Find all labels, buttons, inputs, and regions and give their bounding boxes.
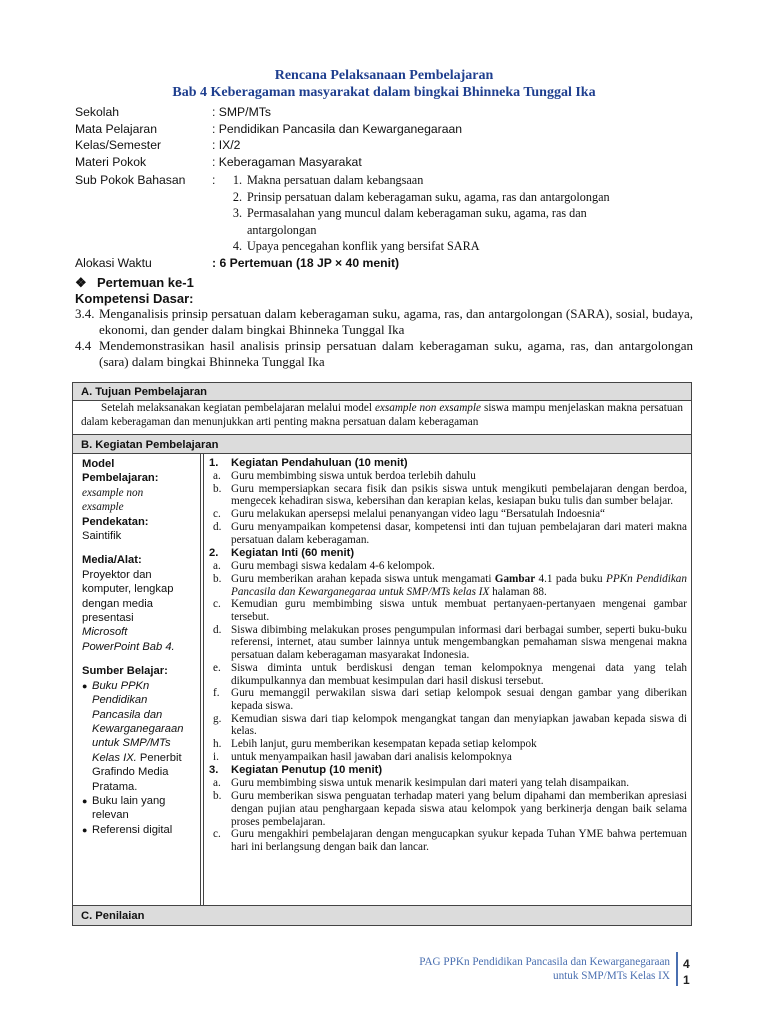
phase-heading: 3. Kegiatan Penutup (10 menit) [209,764,383,777]
kd-number: 3.4. [75,306,95,321]
meta-row-sub [75,172,695,255]
meta-colon: : [212,173,216,187]
media-line: dengan media [82,597,153,610]
meta-value: : Keberagaman Masyarakat [212,154,362,169]
sub-topic-item: antargolongan [247,222,317,237]
kompetensi-title: Kompetensi Dasar: [75,291,194,306]
activity-item: a. Guru membimbing siswa untuk menarik kesimpulan dari materi yang telah disampaikan. [213,777,629,790]
identity-block [75,104,695,271]
activity-item: g. Kemudian siswa dari tiap kelompok mengangkat tangan dan menyiapkan jawaban kepada siswa di kelas. [213,712,687,738]
model-value: exsample non [82,486,144,499]
meta-value: : Pendidikan Pancasila dan Kewarganegaraan [212,121,463,136]
footer-line: untuk SMP/MTs Kelas IX [552,969,670,982]
media-line: PowerPoint Bab 4. [82,640,175,653]
sumber-item: ● Buku lain yang relevan [82,794,166,822]
activity-item: a. Guru membagi siswa kedalam 4-6 kelompok. [213,560,435,573]
activity-item: d. Guru menyampaikan kompetensi dasar, kompetensi inti dan tujuan pembelajaran dari materi makna persatuan dalam keberagaman. [213,520,687,546]
bullet-icon: ● [82,680,88,691]
bullet-icon: ● [82,795,88,806]
activity-item: i. untuk menyampaikan hasil jawaban dari analisis kelompoknya [213,750,512,763]
phase-heading: 2. Kegiatan Inti (60 menit) [209,547,355,560]
page-number: 4 1 [683,957,690,987]
meta-label: Kelas/Semester [75,138,162,152]
meeting-label: Pertemuan ke-1 [97,275,194,290]
sumber-item: ● Referensi digital [82,823,173,836]
meeting-heading [75,275,194,291]
kd-item [75,306,693,337]
meta-value: : IX/2 [212,138,241,152]
kd-number: 4.4 [75,338,92,353]
media-line: Proyektor dan [82,568,152,581]
chapter-title: Bab 4 Keberagaman masyarakat dalam bingkai Bhinneka Tunggal Ika [172,85,596,100]
activity-item: c. Guru mengakhiri pembelajaran dengan mengucapkan syukur kepada Tuhan YME bahwa pertemuan hari ini berlangsung dengan baik dan lancar. [213,828,687,853]
meta-row-kelas [75,137,695,154]
document-title: Rencana Pelaksanaan Pembelajaran [274,68,494,83]
activity-item: h. Lebih lanjut, guru memberikan kesempatan kepada setiap kelompok [213,738,537,751]
kd-item [75,338,693,369]
kd-text: Mendemonstrasikan hasil analisis prinsip persatuan dalam keberagaman suku, agama, ras, dan antargolongan (sara) dalam bingkai Bhinneka Tunggal Ika [99,338,693,369]
footer-line: PAG PPKn Pendidikan Pancasila dan Kewarganegaraan [419,956,670,968]
activity-item: c. Guru melakukan apersepsi melalui penanyangan video lagu “Bersatulah Indoesnia“ [213,508,606,521]
meta-row-mapel [75,121,695,138]
activity-item: e. Siswa diminta untuk berdiskusi dengan teman kelompoknya mengenai data yang telah dikumpulkannya dan membuat kesimpulan dari hasil diskusi tersebut. [213,661,687,687]
meta-label: Mata Pelajaran [75,121,157,136]
tujuan-text: Setelah melaksanakan kegiatan pembelajaran melalui model exsample non exsample siswa mampu menjelaskan makna persatuan dalam keberagaman dan menunjukkan arti penting makna persatuan dalam keberagaman [81,402,683,428]
page-footer [300,956,670,983]
model-column [73,454,201,905]
lesson-table [72,382,692,926]
media-label: Media/Alat: [82,554,142,567]
meta-row-sekolah [75,104,695,121]
activity-item: a. Guru membimbing siswa untuk berdoa terlebih dahulu [213,470,476,482]
pembelajaran-label: Pembelajaran: [82,472,159,485]
meta-row-alokasi [75,255,695,272]
meta-value: : SMP/MTs [212,105,271,119]
sub-topic-item: 4. Upaya pencegahan konflik yang bersifat SARA [232,239,480,253]
model-label: Model [82,458,115,470]
footer-divider [676,952,678,986]
sub-topic-item: 3. Permasalahan yang muncul dalam keberagaman suku, agama, ras dan [232,206,587,220]
section-b-heading: B. Kegiatan Pembelajaran [73,434,691,454]
pendekatan-label: Pendekatan: [82,515,149,528]
phase-heading: 1. Kegiatan Pendahuluan (10 menit) [209,457,408,469]
diamond-bullet-icon: ❖ [75,275,87,290]
column-divider [203,454,204,905]
sub-topic-list [222,172,610,255]
model-value: exsample [82,501,124,514]
media-line: Microsoft [82,626,128,639]
activity-item: b. Guru mempersiapkan secara fisik dan psikis siswa untuk mengikuti pembelajaran dengan berdoa, mengecek kehadiran siswa, kebersihan dan kerapian kelas, kesiapan buku tulis dan sumber belajar. [213,482,687,508]
activity-item: b. Guru memberikan arahan kepada siswa untuk mengamati Gambar 4.1 pada buku PPKn Pendidikan Pancasila dan Kewarganegaraa untuk SMP/MTs kelas IX halaman 88. [213,572,687,598]
activity-item: f. Guru memanggil perwakilan siswa dari setiap kelompok sesuai dengan gambar yang diberikan kepada siswa. [213,687,687,712]
meta-label: Sekolah [75,105,120,119]
activity-item: d. Siswa dibimbing melakukan proses pengumpulan informasi dari berbagai sumber, seperti buku-buku referensi, internet, atau sumber lainnya untuk mengembangkan pemahaman siswa mengenai makna persatuan dalam keberagaman masyarakat Indonesia. [213,623,687,662]
section-c-heading: C. Penilaian [73,905,691,925]
meta-label: Materi Pokok [75,154,147,169]
meta-label: Alokasi Waktu [75,255,152,270]
activities-column [209,456,687,854]
media-line: presentasi [82,612,134,625]
bullet-icon: ● [82,824,88,835]
sumber-list [82,679,200,837]
sumber-label: Sumber Belajar: [82,665,168,678]
meta-row-materi [75,154,695,171]
activity-item: c. Kemudian guru membimbing siswa untuk membuat pertanyaen-pertanyaen mengenai gambar tersebut. [213,598,687,624]
media-line: komputer, lengkap [82,583,174,596]
sub-topic-item: 1. Makna persatuan dalam kebangsaan [232,173,424,187]
activity-item: b. Guru memberikan siswa penguatan terhadap materi yang belum dipahami dan memberikan apresiasi dengan pujian atau penghargaan kepada siswa atau kelompok yang berkinerja dengan baik selama proses pembelajaran. [213,790,687,828]
meta-value: : 6 Pertemuan (18 JP × 40 menit) [212,255,400,270]
sub-topic-item: 2. Prinsip persatuan dalam keberagaman suku, agama, ras dan antargolongan [232,189,610,204]
pendekatan-value: Saintifik [82,530,122,543]
section-a-heading: A. Tujuan Pembelajaran [73,383,691,401]
kd-text: Menganalisis prinsip persatuan dalam keberagaman suku, agama, ras, dan antargolongan (SARA), sosial, budaya, ekonomi, dan gender dalam bingkai Bhinneka Tunggal Ika [99,306,693,337]
sumber-item: ● Buku PPKn Pendidikan Pancasila dan Kewarganegaraan untuk SMP/MTs Kelas IX. Penerbit Grafindo Media Pratama. [82,679,184,793]
meta-label: Sub Pokok Bahasan [75,173,186,187]
